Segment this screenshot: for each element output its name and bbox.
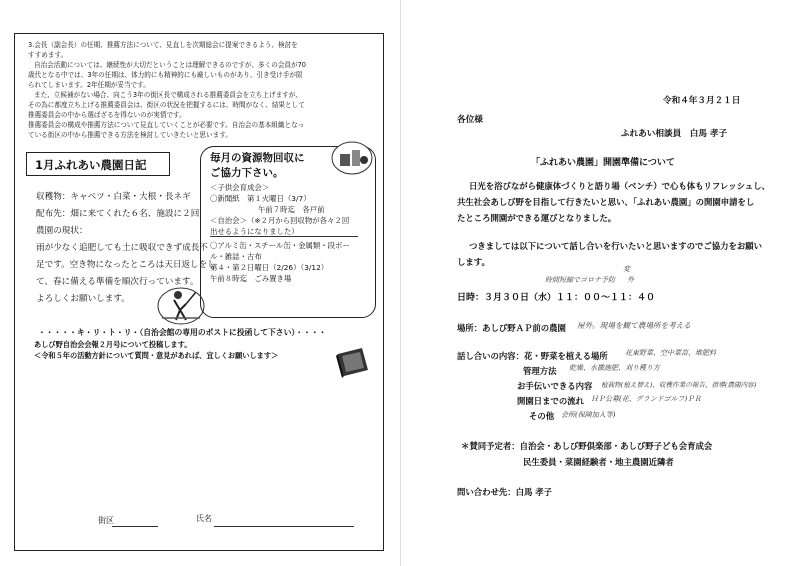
recycle-cans4: 午前８時迄 ごみ置き場	[210, 274, 292, 283]
diary-status-label: 農園の現状：	[36, 226, 88, 236]
committee-p1c: られてしまいます。2年任期が妥当です。	[28, 81, 150, 89]
body-line5: します。	[457, 257, 490, 267]
time-handwritten-note2: 外	[627, 276, 634, 284]
item3-text: 3.会長（副会長）の任期、推薦方法について、見直しを次期総会に提案できるよう、検討を	[28, 41, 298, 49]
committee-p2b: その為に都度立ち上げる推薦委員会は、街区の状況を把握するには、時間がなく、結果として	[28, 101, 305, 109]
body-line4: つきましては以下について話し合いを行いたいと思いますのでご協力をお願い	[469, 241, 762, 251]
time-handwritten-note: 時間短縮でコロナ予防	[545, 276, 615, 284]
recycle-paper-time: 午前７時迄 各戸前	[258, 205, 325, 214]
committee-p2: また、立候補がない場合、向こう3年の街区長で構成される推薦委員会を立ち上げますが、	[34, 91, 302, 99]
gaiku-label: 街区	[98, 516, 114, 525]
recycle-org2b: 出せるようになりました）	[210, 227, 299, 236]
diary-status3: て、春に備える準備を順次行っています。	[36, 277, 199, 287]
letter-to: 各位様	[457, 115, 483, 125]
recycle-org1: ＜子供会育成会＞	[210, 183, 270, 192]
recycle-org2: ＜自治会＞（※２月から回収物が各々２回	[210, 216, 350, 225]
other-label: その他	[529, 411, 555, 421]
recycle-title2: ご協力下さい。	[210, 167, 284, 179]
helper-handwritten-note: 植栽物(植え替え)、収穫作業の報告、指導(農園内容)	[601, 381, 757, 389]
meeting-time: 日時：３月３０日（水）１１：００〜１１：４０	[457, 293, 656, 303]
body-line1: 日光を浴びながら健康体づくりと語り場（ベンチ）で心も体もリフレッシュし、	[469, 181, 770, 191]
diary-status1: 雨が少なく追肥しても土に吸収できず成長不	[36, 243, 208, 253]
recycle-cans: 〇アルミ缶・スチール缶・金属類・段ボー	[210, 241, 350, 250]
topics-label: 話し合いの内容：花・野菜を植える場所	[457, 351, 608, 361]
organizers-label: ＊賛同予定者：自治会・あしび野倶楽部・あしび野子ども会育成会	[461, 441, 713, 451]
name-label: 氏名	[196, 514, 212, 523]
body-line3: たところ開園ができる運びとなりました。	[457, 213, 617, 223]
cut-notice: あしび野自治会会報２月号について投稿します。	[34, 340, 192, 349]
recycle-items-icon	[330, 140, 374, 176]
place-handwritten-note: 屋外。現場を観て農場所を考える	[577, 321, 691, 330]
diary-distribution: 配布先：畑に来てくれた６名、施設に２回	[36, 209, 200, 219]
cut-line: ・・・・・キ・リ・ト・リ・（自治会館の専用のポストに投函して下さい）・・・・	[38, 328, 327, 337]
recycle-underline	[210, 236, 358, 237]
committee-p3b: ている街区の中から推薦できる方法を検討していきたいと思います。	[28, 131, 232, 139]
manage-label: 管理方法	[523, 366, 557, 376]
time-handwritten-note3: 変	[623, 265, 630, 273]
diary-title: 1月ふれあい農園日記	[35, 158, 147, 172]
mailbox-icon	[334, 344, 372, 380]
helper-label: お手伝いできる内容	[517, 381, 593, 391]
schedule-handwritten-note: ＨＰ公募(花、グランドゴルフ)ＰＲ	[591, 395, 702, 403]
recycle-cans2: ル・雑誌・古布	[210, 252, 262, 261]
topic1-handwritten-note: 花東野菜、空中菜苗、堆肥料	[625, 349, 716, 357]
cut-request: ＜令和５年の活動方針について質問・意見があれば、宜しくお願いします＞	[34, 351, 279, 360]
committee-p1b: 歳代となる中では、3年の任期は、体力的にも精神的にも厳しいものがあり、引き受け手が限	[28, 71, 303, 79]
organizers-line2: 民生委員・菜園経験者・地主農園近隣者	[523, 457, 674, 467]
schedule-label: 開園日までの流れ	[517, 396, 584, 406]
farmer-illustration-icon	[156, 280, 206, 326]
contact-info: 問い合わせ先：白馬 孝子	[457, 487, 553, 497]
right-page	[400, 0, 800, 566]
diary-harvest: 収穫物：キャベツ・白菜・大根・長ネギ	[36, 192, 191, 202]
diary-title-box	[26, 152, 170, 176]
manage-handwritten-note: 乾燥、水撒施肥、刈り穫り方	[569, 364, 660, 372]
name-line	[214, 526, 354, 527]
letter-date: 令和４年３月２１日	[663, 96, 741, 106]
other-handwritten-note: 会所(保険加入等)	[561, 411, 616, 419]
letter-from: ふれあい相談員 白馬 孝子	[621, 129, 728, 139]
recycle-title1: 毎月の資源物回収に	[210, 152, 305, 164]
gaiku-line	[112, 526, 158, 527]
letter-subject: 「ふれあい農園」開園準備について	[531, 158, 675, 168]
committee-p3: 推薦委員会の構成や推薦方法について見直していくことが必要です。自治会の基本組織となっ	[28, 121, 305, 129]
committee-p2c: 推薦委員会の中から選ばざるを得ないのが実情です。	[28, 111, 186, 119]
item3b-text: すすめます。	[28, 51, 68, 59]
recycle-paper: 〇新聞紙 第１火曜日（3/7）	[210, 194, 311, 203]
diary-status2: 足です。空き物になったところは天日返しをし	[36, 260, 216, 270]
committee-p1: 自治会活動については、継続性が大切だということは理解できるのですが、多くの会員が70	[34, 61, 307, 69]
meeting-place: 場所：あしび野ＡＰ前の農園	[457, 323, 566, 333]
body-line2: 共生社会あしび野を目指して行きたいと思い、「ふれあい農園」の開園申請をし	[457, 197, 755, 207]
recycle-cans3: 第４・第２日曜日（2/26）（3/12）	[210, 263, 329, 272]
diary-status4: よろしくお願いします。	[36, 294, 130, 304]
